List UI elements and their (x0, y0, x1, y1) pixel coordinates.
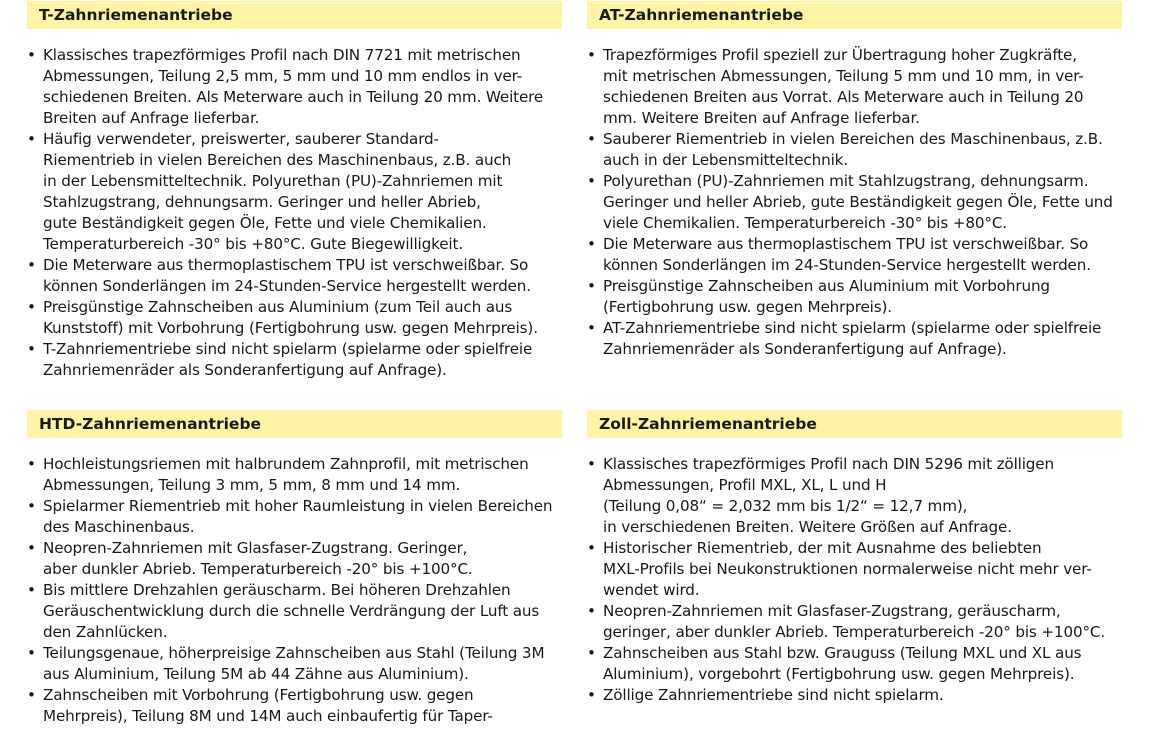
list-item: • Die Meterware aus thermoplastischem TPU ist verschweißbar. So können Sonderlängen im 24-Stunden-Service hergestellt werden. (27, 255, 562, 297)
section-header (27, 410, 562, 438)
list-item: • Preisgünstige Zahnscheiben aus Aluminium (zum Teil auch aus Kunststoff) mit Vorbohrung (Fertigbohrung usw. gegen Mehrpreis). (27, 297, 562, 339)
section-htd-zahnriemenantriebe (27, 410, 562, 727)
list-item: • Spielarmer Riementrieb mit hoher Raumleistung in vielen Bereichen des Maschinenbaus. (27, 496, 562, 538)
list-item: • Sauberer Riementrieb in vielen Bereichen des Maschinenbaus, z.B. auch in der Lebensmitteltechnik. (587, 129, 1122, 171)
section-header (587, 1, 1122, 29)
list-item: • Bis mittlere Drehzahlen geräuscharm. Bei höheren Drehzahlen Geräuschentwicklung durch die schnelle Verdrängung der Luft aus den Zahnlücken. (27, 580, 562, 643)
list-item: • Trapezförmiges Profil speziell zur Übertragung hoher Zugkräfte, mit metrischen Abmessungen, Teilung 5 mm und 10 mm, in ver- schiedenen Breiten aus Vorrat. Als Meterware auch in Teilung 20 mm. Weitere Breiten auf Anfrage lieferbar. (587, 45, 1122, 129)
list-item: • Teilungsgenaue, höherpreisige Zahnscheiben aus Stahl (Teilung 3M aus Aluminium, Teilung 5M ab 44 Zähne aus Aluminium). (27, 643, 562, 685)
section-header (587, 410, 1122, 438)
section-zoll-zahnriemenantriebe (587, 410, 1122, 706)
list-item: • Neopren-Zahnriemen mit Glasfaser-Zugstrang. Geringer, aber dunkler Abrieb. Temperaturbereich -20° bis +100°C. (27, 538, 562, 580)
list-item: • Neopren-Zahnriemen mit Glasfaser-Zugstrang, geräuscharm, geringer, aber dunkler Abrieb. Temperaturbereich -20° bis +100°C. (587, 601, 1122, 643)
bullet-list (27, 454, 562, 727)
section-title: AT-Zahnriemenantriebe (599, 6, 804, 24)
section-t-zahnriemenantriebe (27, 1, 562, 381)
list-item: • T-Zahnriementriebe sind nicht spielarm (spielarme oder spielfreie Zahnriemenräder als Sonderanfertigung auf Anfrage). (27, 339, 562, 381)
list-item: • Zahnscheiben mit Vorbohrung (Fertigbohrung usw. gegen Mehrpreis), Teilung 8M und 14M auch einbaufertig für Taper- (27, 685, 562, 727)
section-title: Zoll-Zahnriemenantriebe (599, 415, 817, 433)
list-item: • Historischer Riementrieb, der mit Ausnahme des beliebten MXL-Profils bei Neukonstruktionen normalerweise nicht mehr ver- wendet wird. (587, 538, 1122, 601)
list-item: • Preisgünstige Zahnscheiben aus Aluminium mit Vorbohrung (Fertigbohrung usw. gegen Mehrpreis). (587, 276, 1122, 318)
list-item: • Polyurethan (PU)-Zahnriemen mit Stahlzugstrang, dehnungsarm. Geringer und heller Abrieb, gute Beständigkeit gegen Öle, Fette und viele Chemikalien. Temperaturbereich -30° bis +80°C. (587, 171, 1122, 234)
list-item: • Zöllige Zahnriementriebe sind nicht spielarm. (587, 685, 1122, 706)
list-item: • AT-Zahnriementriebe sind nicht spielarm (spielarme oder spielfreie Zahnriemenräder als Sonderanfertigung auf Anfrage). (587, 318, 1122, 360)
section-title: T-Zahnriemenantriebe (39, 6, 233, 24)
bullet-list (587, 454, 1122, 706)
list-item: • Häufig verwendeter, preiswerter, sauberer Standard- Riementrieb in vielen Bereichen des Maschinenbaus, z.B. auch in der Lebensmitteltechnik. Polyurethan (PU)-Zahnriemen mit Stahlzugstrang, dehnungsarm. Geringer und heller Abrieb, gute Beständigkeit gegen Öle, Fette und viele Chemikalien. Temperaturbereich -30° bis +80°C. Gute Biegewilligkeit. (27, 129, 562, 255)
section-at-zahnriemenantriebe (587, 1, 1122, 360)
list-item: • Klassisches trapezförmiges Profil nach DIN 7721 mit metrischen Abmessungen, Teilung 2,5 mm, 5 mm und 10 mm endlos in ver- schiedenen Breiten. Als Meterware auch in Teilung 20 mm. Weitere Breiten auf Anfrage lieferbar. (27, 45, 562, 129)
section-title: HTD-Zahnriemenantriebe (39, 415, 262, 433)
bullet-list (27, 45, 562, 381)
bullet-list (587, 45, 1122, 360)
section-header (27, 1, 562, 29)
list-item: • Zahnscheiben aus Stahl bzw. Grauguss (Teilung MXL und XL aus Aluminium), vorgebohrt (Fertigbohrung usw. gegen Mehrpreis). (587, 643, 1122, 685)
list-item: • Hochleistungsriemen mit halbrundem Zahnprofil, mit metrischen Abmessungen, Teilung 3 mm, 5 mm, 8 mm und 14 mm. (27, 454, 562, 496)
list-item: • Klassisches trapezförmiges Profil nach DIN 5296 mit zölligen Abmessungen, Profil MXL, XL, L und H (Teilung 0,08“ = 2,032 mm bis 1/2“ = 12,7 mm), in verschiedenen Breiten. Weitere Größen auf Anfrage. (587, 454, 1122, 538)
list-item: • Die Meterware aus thermoplastischem TPU ist verschweißbar. So können Sonderlängen im 24-Stunden-Service hergestellt werden. (587, 234, 1122, 276)
